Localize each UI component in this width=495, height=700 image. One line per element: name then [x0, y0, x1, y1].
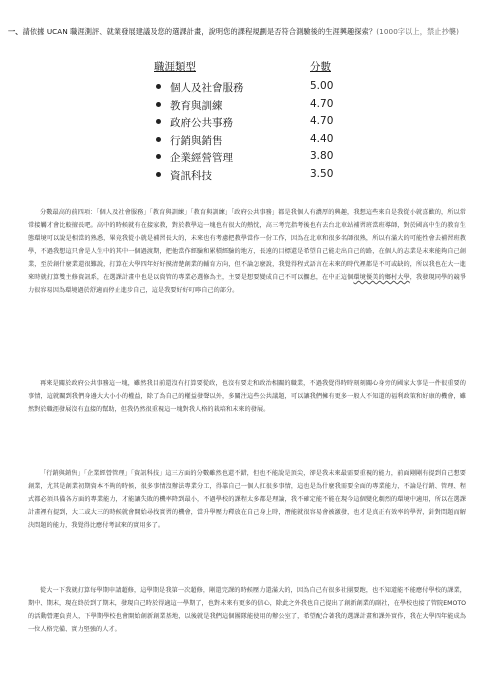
career-score: 3.50 — [310, 167, 334, 180]
table-row — [150, 113, 350, 131]
career-name: 企業經營管理 — [170, 152, 233, 164]
question-text: 請依據 UCAN 職涯測評、就業發展建議及您的選課計畫，說明您的課程規劃是否符合測驗後的生涯興趣探索？ — [22, 27, 377, 36]
table-header — [150, 56, 350, 78]
paragraph-public-affairs: 再來是關於政府公共事務這一塊，雖然我目前還沒有打算要從政，也沒有要走和政治相關的職業，不過我覺得時時刻刻關心身旁的國家大事是一件很重要的事情，這就關到我們身邊大大小小的權益，除了為自己的權益發聲以外，多關注這些公共議題，可以讓我們擁有更多一般人不知道的福利政策和好康的機會，雖然對於職涯發展沒有直接的幫助，但我仍然很重視這一塊對我人格的栽培和未來的發展。 — [28, 380, 466, 413]
table-row — [150, 96, 350, 114]
essay-question — [8, 25, 488, 39]
table-row — [150, 148, 350, 166]
bullet-icon — [156, 84, 161, 89]
bullet-icon — [156, 172, 161, 177]
table-row — [150, 166, 350, 184]
career-score: 5.00 — [310, 80, 334, 92]
highlighted-phrase-inline: 環境優美的鄉村大學 — [353, 274, 410, 281]
career-score: 3.80 — [310, 150, 334, 162]
bullet-icon — [156, 154, 161, 159]
question-number: 一、 — [8, 27, 23, 36]
paragraph-course-plan: 從大一下我就打算每學期申請超修，這學期是我第一次超修，剛還完課的時候壓力還滿大的，因為自己有很多社團要跑，也不知道能不能應付學校的課業，期中、期末，現在終於到了期末，發現自己時於得適這一學期了，也對未來有更多的信心，除此之外我也自己提出了創新創業的副社，在學校也接了管院EMOTO的活動營運負責人，下學期學校也會開始創新創業基地，以後就是我們這個團隊能使用的辦公室了，希望配合著我的選課計畫和課外實作，我在大學四年能成為一位人格完備、實力堅強的人才。 — [28, 587, 466, 633]
career-score: 4.40 — [310, 132, 334, 145]
bullet-icon — [156, 119, 161, 124]
paragraph-marketing-management-it: 「行銷與銷售」「企業經營管理」「資訊科技」這三方面的分數雖然也還不錯，但也不能說是頂尖，卻是我未來最需要重視的能力，前面剛剛有提到自己想要創業，尤其是創業初期資本不夠的時候，很多事情沒辦法專業分工，得靠自己一個人扛很多事情，這也是為什麼我需要全面的專業能力，不論是行銷、管理、程式都必須具備各方面的專業能力，才能讓失敗的機率降到最小，不過學校的課程太多都是理論，我不確定能不能在現今這個變化劇烈的環境中適用，所以在選課計畫裡有提到，大二或大三的時候就會開始尋找實習的機會，當升學壓力釋放在自己身上時，潛能就很容易會被激發，也才是真正有效率的學習，針對問題而解決問題的能力，我覺得比應付考試來的實用多了。 — [28, 470, 466, 529]
bullet-icon — [156, 102, 161, 107]
paragraph-top-interests — [28, 206, 466, 297]
career-name: 個人及社會服務 — [170, 82, 244, 94]
table-row — [150, 78, 350, 96]
career-name: 行銷與銷售 — [170, 134, 223, 147]
career-name: 資訊科技 — [170, 169, 212, 182]
table-row — [150, 131, 350, 149]
header-score: 分數 — [310, 61, 331, 73]
career-name: 教育與訓練 — [170, 99, 223, 112]
paragraph-text: 分數最高的前四項：「個人及社會服務」「教育與訓練」「教育與訓練」「政府公共事務」都是我個人有濃厚的興趣，我想這些來自是我從小就喜歡的，所以常常接觸才會比較擅長吧。高中的時候就有在接家教，對於教學這一塊也有很大的熱忱，高三考完指考後也有去台北車站補習班當班導師，對於國高中生的教育生態環境可以說是相當的熟悉，畢竟我從小就是補習長大的，未來也有考慮把教學當作一份工作，因為在北車和很多名師很熟，所以有滿大的可能性會去補習班教學，不過我想這只會是人生中的其中一個過渡期，把他當作經驗和累積經驗的地方，長遠的目標還是希望自己能走出自己的路，在個人的志業是未來能夠自己創業，至於創什麼業還很難說，打算在大學四年好好摸清楚創業的輔育方向，但不論怎麼說，我覺得程式語言在未來的時代裡都是不可或缺的，所以我也在大一進來時就打算雙主修資訊系，在選課計畫中也是以資管的專業必選修為主，主要是想要變成自己不可以擱息，在中正這個環境優美的鄉村大學，我發現同學的競爭力很容易因為環境過於舒適而停止進步自己，這是我要好好叮嚀自己的部分。 — [28, 209, 467, 294]
header-category: 職涯類型 — [154, 61, 196, 73]
career-score-table — [150, 56, 350, 183]
career-score: 4.70 — [310, 115, 334, 127]
career-score: 4.70 — [310, 97, 334, 110]
bullet-icon — [156, 137, 161, 142]
career-name: 政府公共事務 — [170, 117, 233, 129]
question-word-limit: (1000字以上，禁止抄襲) — [376, 27, 460, 36]
